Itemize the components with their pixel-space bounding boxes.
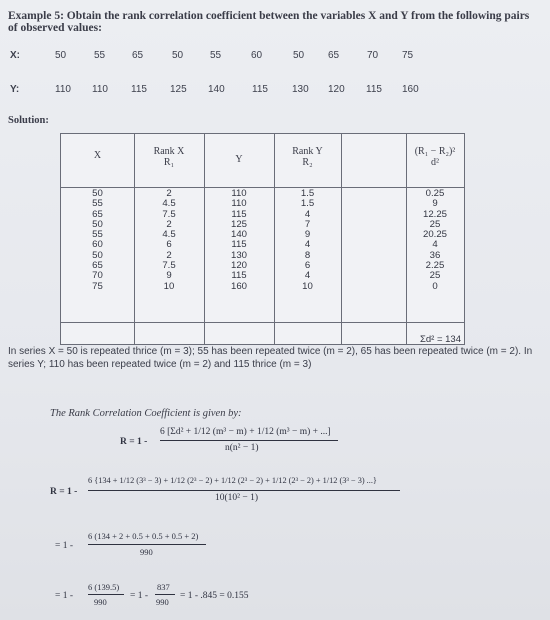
table-cell: 9	[432, 198, 438, 210]
table-cell: 130	[230, 249, 247, 261]
header-d2	[406, 146, 464, 168]
x-value: 50	[293, 50, 305, 61]
table-cell: 110	[231, 198, 247, 210]
column-divider	[341, 134, 342, 344]
x-value: 75	[402, 50, 414, 61]
y-value: 115	[366, 84, 382, 95]
formula4-result: = 1 - .845 = 0.155	[180, 591, 249, 601]
formula2-fraction-bar	[88, 490, 400, 491]
header-rank-y-line2: R₂	[302, 157, 313, 168]
table-cell: 4	[304, 270, 311, 282]
table-cell: 4	[304, 208, 311, 220]
x-value: 70	[367, 50, 379, 61]
table-cell: 115	[231, 239, 247, 251]
header-rank-y	[274, 146, 341, 168]
formula2-denominator: 10(10² − 1)	[215, 493, 259, 503]
header-y: Y	[235, 154, 243, 165]
formula2-numerator: 6 {134 + 1/12 (3³ − 3) + 1/12 (2³ − 2) + 1/12 (2³ − 2) + 1/12 (2³ − 2) + 1/12 (3³ − 3) ...}	[88, 476, 377, 485]
table-cell: 50	[92, 218, 103, 230]
formula3-denominator: 990	[140, 547, 153, 557]
table-cell: 60	[92, 239, 103, 251]
formula1-denominator: n(n² − 1)	[225, 443, 259, 453]
y-values-row	[0, 84, 550, 100]
example-title: Example 5: Obtain the rank correlation coefficient between the variables X and Y from the following pairs of observed values:	[8, 10, 530, 34]
table-cell: 4.5	[162, 198, 176, 210]
table-cell: 2	[166, 188, 172, 199]
x-value: 50	[55, 50, 67, 61]
column-d2-values	[406, 189, 464, 292]
table-cell: 7.5	[162, 208, 176, 220]
y-value: 110	[55, 84, 71, 95]
formula-title: The Rank Correlation Coefficient is given by:	[50, 408, 242, 419]
formula4-fraction-bar2	[155, 594, 175, 595]
table-cell: 110	[231, 188, 247, 199]
table-cell: 7	[304, 218, 311, 230]
header-rank-y-line1: Rank Y	[292, 146, 323, 157]
y-row-label: Y:	[10, 84, 20, 95]
table-cell: 7.5	[162, 260, 176, 272]
table-cell: 65	[92, 260, 103, 272]
table-cell: 55	[92, 198, 103, 210]
formula4-mid: = 1 -	[130, 591, 149, 601]
total-divider	[61, 322, 464, 323]
formula4-numerator2: 837	[157, 582, 170, 592]
y-value: 160	[402, 84, 419, 95]
y-value: 130	[292, 84, 309, 95]
table-cell: 2	[166, 249, 172, 261]
x-value: 60	[251, 50, 263, 61]
table-cell: 50	[92, 249, 103, 261]
table-cell: 160	[230, 280, 247, 292]
formula4-denominator: 990	[94, 597, 107, 607]
table-cell: 6	[304, 260, 311, 272]
column-x-values	[61, 189, 134, 292]
formula3-fraction-bar	[88, 544, 206, 545]
table-cell: 50	[92, 188, 103, 199]
table-cell: 125	[230, 218, 247, 230]
formula1-fraction-bar	[160, 440, 338, 441]
column-rank-x-values	[134, 189, 204, 292]
y-value: 140	[208, 84, 225, 95]
header-d2-line2: d²	[431, 157, 439, 168]
table-cell: 4	[432, 239, 438, 251]
table-cell: 1.5	[300, 188, 315, 199]
header-d2-line1: (R₁ − R₂)²	[414, 146, 456, 157]
header-rank-x-line1: Rank X	[153, 146, 185, 157]
table-cell: 65	[92, 208, 103, 220]
table-cell: 4	[304, 239, 311, 251]
table-cell: 55	[92, 229, 103, 241]
table-cell: 6	[166, 239, 172, 251]
table-cell: 2	[166, 218, 172, 230]
x-row-label: X:	[10, 50, 20, 61]
header-rank-x	[134, 146, 204, 168]
x-value: 55	[210, 50, 222, 61]
table-cell: 75	[92, 280, 103, 292]
table-cell: 4.5	[162, 229, 176, 241]
solution-label: Solution:	[8, 115, 49, 126]
sum-d2-total: Σd² = 134	[420, 334, 461, 345]
formula4-fraction-bar	[88, 594, 124, 595]
x-values-row	[0, 50, 550, 66]
table-cell: 12.25	[422, 208, 447, 220]
table-cell: 20.25	[422, 229, 447, 241]
x-value: 65	[328, 50, 340, 61]
table-cell: 0	[432, 280, 438, 292]
y-value: 125	[170, 84, 187, 95]
formula4-numerator: 6 (139.5)	[88, 582, 120, 592]
formula2-lhs: R = 1 -	[50, 487, 78, 497]
header-rank-x-line2: R₁	[163, 157, 175, 168]
formula3-numerator: 6 (134 + 2 + 0.5 + 0.5 + 0.5 + 2)	[88, 531, 199, 541]
table-cell: 25	[429, 270, 441, 282]
table-cell: 70	[92, 270, 103, 282]
x-value: 65	[132, 50, 144, 61]
x-value: 50	[172, 50, 184, 61]
table-cell: 25	[429, 218, 441, 230]
y-value: 115	[252, 84, 268, 95]
x-value: 55	[94, 50, 106, 61]
formula3-lhs: = 1 -	[55, 541, 74, 551]
table-cell: 9	[304, 229, 311, 241]
table-cell: 1.5	[300, 198, 315, 210]
table-cell: 9	[166, 270, 172, 282]
table-cell: 115	[231, 208, 247, 220]
table-cell: 36	[429, 249, 441, 261]
table-cell: 10	[302, 280, 313, 292]
y-value: 115	[131, 84, 147, 95]
table-cell: 140	[230, 229, 247, 241]
column-rank-y-values	[274, 189, 341, 292]
formula4-lhs: = 1 -	[55, 591, 74, 601]
y-value: 110	[92, 84, 108, 95]
rank-table	[60, 133, 465, 345]
header-x: X	[93, 150, 102, 161]
table-cell: 120	[230, 260, 247, 272]
formula1-lhs: R = 1 -	[120, 437, 148, 447]
table-cell: 115	[231, 270, 247, 282]
table-cell: 8	[304, 249, 311, 261]
y-value: 120	[328, 84, 345, 95]
formula1-numerator: 6 [Σd² + 1/12 (m³ − m) + 1/12 (m³ − m) + ...]	[160, 427, 331, 437]
table-cell: 10	[163, 280, 175, 292]
formula4-denominator2: 990	[156, 597, 169, 607]
column-y-values	[204, 189, 274, 292]
header-divider	[61, 187, 464, 188]
repetition-note: In series X = 50 is repeated thrice (m = 3); 55 has been repeated twice (m = 2), 65 has been repeated twice (m = 2). In series Y; 110 has been repeated twice (m = 2) and 115 thrice (m = 3)	[8, 346, 533, 370]
table-cell: 0.25	[425, 188, 445, 199]
table-cell: 2.25	[425, 260, 445, 272]
